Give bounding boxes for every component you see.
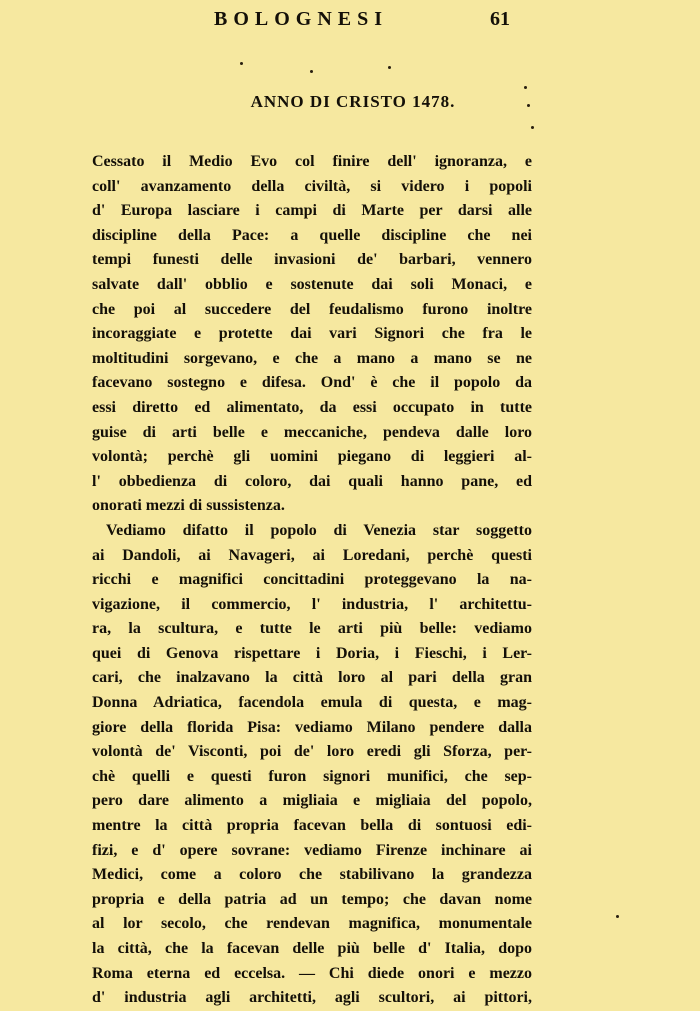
text-line: facevano sostegno e difesa. Ond' è che il popolo da	[92, 374, 532, 392]
text-line: salvate dall' obblio e sostenute dai soli Monaci, e	[92, 275, 532, 293]
text-line: discipline della Pace: a quelle discipline che nei	[92, 226, 532, 244]
scan-speck	[310, 70, 313, 73]
body-text	[92, 150, 532, 1011]
scan-speck	[616, 915, 619, 918]
text-line: coll' avanzamento della civiltà, si videro i popoli	[92, 177, 532, 195]
text-line: onorati mezzi di sussistenza.	[92, 497, 285, 515]
text-line: l' obbedienza di coloro, dai quali hanno pane, ed	[92, 472, 532, 490]
page-number: 61	[490, 8, 510, 30]
text-line: Medici, come a coloro che stabilivano la grandezza	[92, 866, 532, 884]
text-line: Cessato il Medio Evo col finire dell' ignoranza, e	[92, 153, 532, 170]
text-line: volontà; perchè gli uomini piegano di leggieri al-	[92, 448, 532, 466]
text-line: d' industria agli architetti, agli scultori, ai pittori,	[92, 989, 532, 1007]
text-line: propria e della patria ad un tempo; che davan nome	[92, 890, 532, 908]
text-line: che poi al succedere del feudalismo furono inoltre	[92, 300, 532, 318]
running-title: BOLOGNESI	[214, 8, 389, 30]
text-line: la città, che la facevan delle più belle d' Italia, dopo	[92, 940, 532, 957]
text-line: pero dare alimento a migliaia e migliaia del popolo,	[92, 792, 532, 810]
scan-speck	[388, 66, 391, 69]
text-line: giore della florida Pisa: vediamo Milano pendere dalla	[92, 718, 532, 736]
scan-speck	[527, 104, 530, 107]
text-line: essi diretto ed alimentato, da essi occupato in tutte	[92, 398, 532, 416]
text-line: tempi funesti delle invasioni de' barbari, vennero	[92, 251, 532, 269]
text-line: ai Dandoli, ai Navageri, ai Loredani, perchè questi	[92, 546, 532, 564]
running-head	[0, 8, 700, 38]
text-line: cari, che inalzavano la città loro al pari della gran	[92, 669, 532, 687]
section-heading: ANNO DI CRISTO 1478.	[250, 92, 456, 111]
text-line: al lor secolo, che rendevan magnifica, monumentale	[92, 915, 532, 933]
text-line: ra, la scultura, e tutte le arti più belle: vediamo	[92, 620, 532, 638]
text-line: fizi, e d' opere sovrane: vediamo Firenze inchinare ai	[92, 841, 532, 859]
text-line: chè quelli e questi furon signori munifici, che sep-	[92, 767, 532, 785]
text-line: mentre la città propria facevan bella di sontuosi edi-	[92, 817, 532, 835]
text-line: Donna Adriatica, facendola emula di questa, e mag-	[92, 694, 532, 712]
text-line: vigazione, il commercio, l' industria, l' architettu-	[92, 595, 532, 613]
scan-speck	[240, 62, 243, 65]
text-line: Roma eterna ed eccelsa. — Chi diede onori e mezzo	[92, 964, 532, 982]
text-line: d' Europa lasciare i campi di Marte per darsi alle	[92, 202, 532, 220]
text-line: moltitudini sorgevano, e che a mano a mano se ne	[92, 349, 532, 367]
text-line: quei di Genova rispettare i Doria, i Fieschi, i Ler-	[92, 644, 532, 662]
text-line: Vediamo difatto il popolo di Venezia star soggetto	[106, 521, 532, 539]
text-line: guise di arti belle e meccaniche, pendeva dalle loro	[92, 423, 532, 441]
scan-speck	[524, 86, 527, 89]
text-line: ricchi e magnifici concittadini proteggevano la na-	[92, 571, 532, 589]
text-line: volontà de' Visconti, poi de' loro eredi gli Sforza, per-	[92, 743, 532, 761]
text-line: incoraggiate e protette dai vari Signori che fra le	[92, 325, 532, 343]
scan-speck	[531, 126, 534, 129]
